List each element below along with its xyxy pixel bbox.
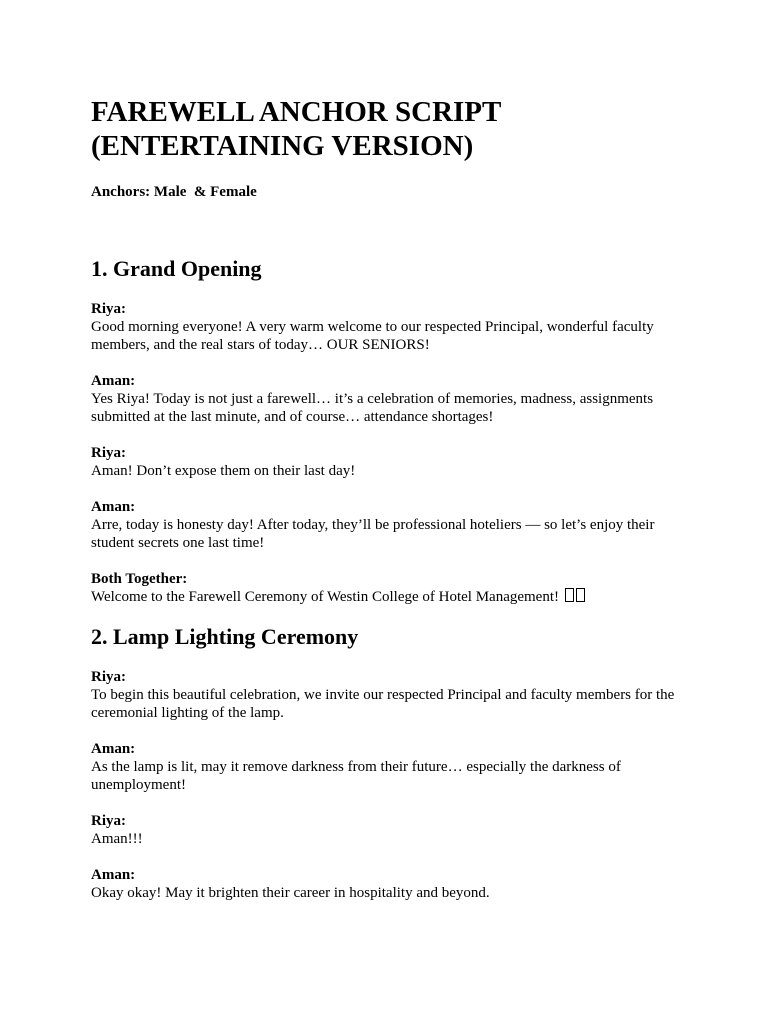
title-line-1: FAREWELL ANCHOR SCRIPT [91, 96, 502, 128]
speaker-name: Aman: [91, 867, 136, 883]
dialogue-text: Okay okay! May it brighten their career in hospitality and beyond. [91, 885, 490, 901]
dialogue-text: As the lamp is lit, may it remove darkness from their future… especially the darkness of unemployment! [91, 759, 621, 793]
dialogue-block [91, 498, 691, 552]
dialogue-block [91, 668, 691, 722]
speaker-name: Aman: [91, 373, 136, 389]
dialogue-line-with-emoji [91, 588, 691, 606]
dialogue-text: Arre, today is honesty day! After today, they’ll be professional hoteliers — so let’s enjoy their student secrets one last time! [91, 517, 655, 551]
speaker-name: Riya: [91, 669, 126, 685]
speaker-name: Riya: [91, 301, 126, 317]
section-heading-grand-opening: 1. Grand Opening [91, 256, 262, 281]
dialogue-text: Yes Riya! Today is not just a farewell… it’s a celebration of memories, madness, assignments submitted at the last minute, and of course… attendance shortages! [91, 391, 654, 425]
dialogue-block [91, 812, 691, 848]
speaker-name: Riya: [91, 445, 126, 461]
dialogue-block [91, 372, 691, 426]
dialogue-block [91, 444, 691, 480]
document-page [91, 95, 691, 920]
dialogue-text: Aman!!! [91, 831, 143, 847]
dialogue-text: To begin this beautiful celebration, we invite our respected Principal and faculty members for the ceremonial lighting of the lamp. [91, 687, 675, 721]
dialogue-block [91, 740, 691, 794]
dialogue-text: Welcome to the Farewell Ceremony of Westin College of Hotel Management! [91, 589, 560, 605]
title-line-2: (ENTERTAINING VERSION) [91, 130, 474, 162]
dialogue-block [91, 570, 691, 606]
speaker-name: Aman: [91, 741, 136, 757]
speaker-name: Aman: [91, 499, 136, 515]
document-title [91, 95, 691, 163]
dialogue-block [91, 300, 691, 354]
missing-glyph-icon [576, 588, 585, 602]
speaker-name: Both Together: [91, 571, 188, 587]
anchors-line: Anchors: Male & Female [91, 184, 257, 200]
dialogue-text: Good morning everyone! A very warm welcome to our respected Principal, wonderful faculty members, and the real stars of today… OUR SENIORS! [91, 319, 654, 353]
missing-glyph-icon [565, 588, 574, 602]
section-heading-lamp-lighting: 2. Lamp Lighting Ceremony [91, 624, 359, 649]
dialogue-block [91, 866, 691, 902]
dialogue-text: Aman! Don’t expose them on their last day! [91, 463, 356, 479]
speaker-name: Riya: [91, 813, 126, 829]
